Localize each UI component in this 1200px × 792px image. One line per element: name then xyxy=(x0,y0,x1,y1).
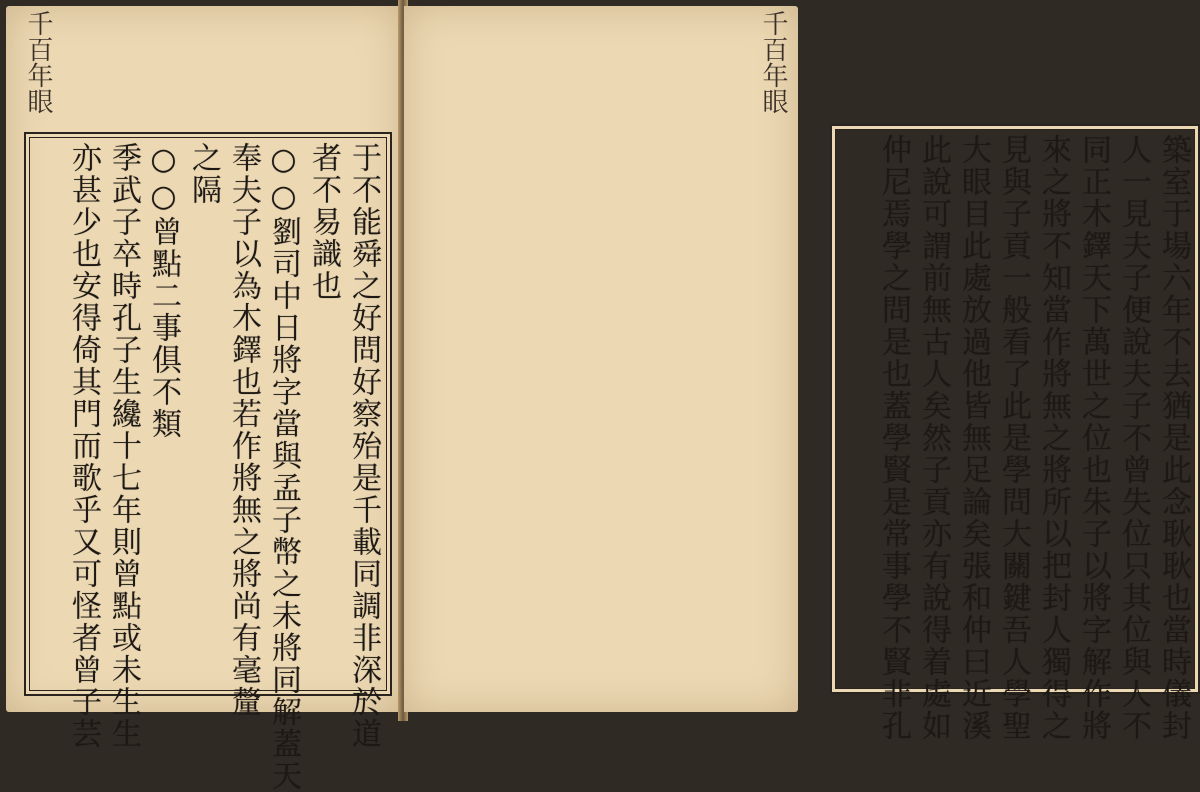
text-column: 人一見夫子便說夫子不曾失位只其位與人不 xyxy=(1116,134,1151,742)
text-column: 于不能舜之好問好察殆是千載同調非深於道 xyxy=(346,142,381,750)
text-column: 亦甚少也安得倚其門而歌乎又可怪者曾子芸 xyxy=(66,142,101,750)
right-page xyxy=(404,6,1191,742)
text-column: 築室于場六年不去猶是此念耿耿也當時儀封 xyxy=(1156,134,1191,742)
right-page-margin-title: 千百年眼 xyxy=(758,10,788,114)
text-column: 者不易識也 xyxy=(306,142,341,302)
right-text-block xyxy=(842,134,1191,742)
left-page xyxy=(6,6,400,792)
text-column: 之隔 xyxy=(186,142,221,206)
text-column: 此說可謂前無古人矣然子貢亦有說得着處如 xyxy=(916,134,951,742)
text-column: ○○劉司中日將字當與孟子幣之未將同解蓋天 xyxy=(266,142,301,792)
left-page-margin-title: 千百年眼 xyxy=(23,10,53,114)
text-column: 季武子卒時孔子生纔十七年則曾點或未生生 xyxy=(106,142,141,750)
left-text-block xyxy=(36,142,381,792)
text-column: 見與子貢一般看了此是學問大關鍵吾人學聖 xyxy=(996,134,1031,742)
left-text-frame xyxy=(24,132,392,792)
right-text-frame xyxy=(830,124,1200,742)
text-column: 同正木鐸天下萬世之位也朱子以將字解作將 xyxy=(1076,134,1111,742)
text-column: 仲尼焉學之問是也蓋學賢是常事學不賢非孔 xyxy=(876,134,911,742)
text-column: 大眼目此處放過他皆無足論矣張和仲曰近溪 xyxy=(956,134,991,742)
text-column: ○○曾點二事俱不類 xyxy=(146,142,181,440)
text-column: 來之將不知當作將無之將所以把封人獨得之 xyxy=(1036,134,1071,742)
text-column: 奉夫子以為木鐸也若作將無之將尚有毫釐 xyxy=(226,142,261,718)
